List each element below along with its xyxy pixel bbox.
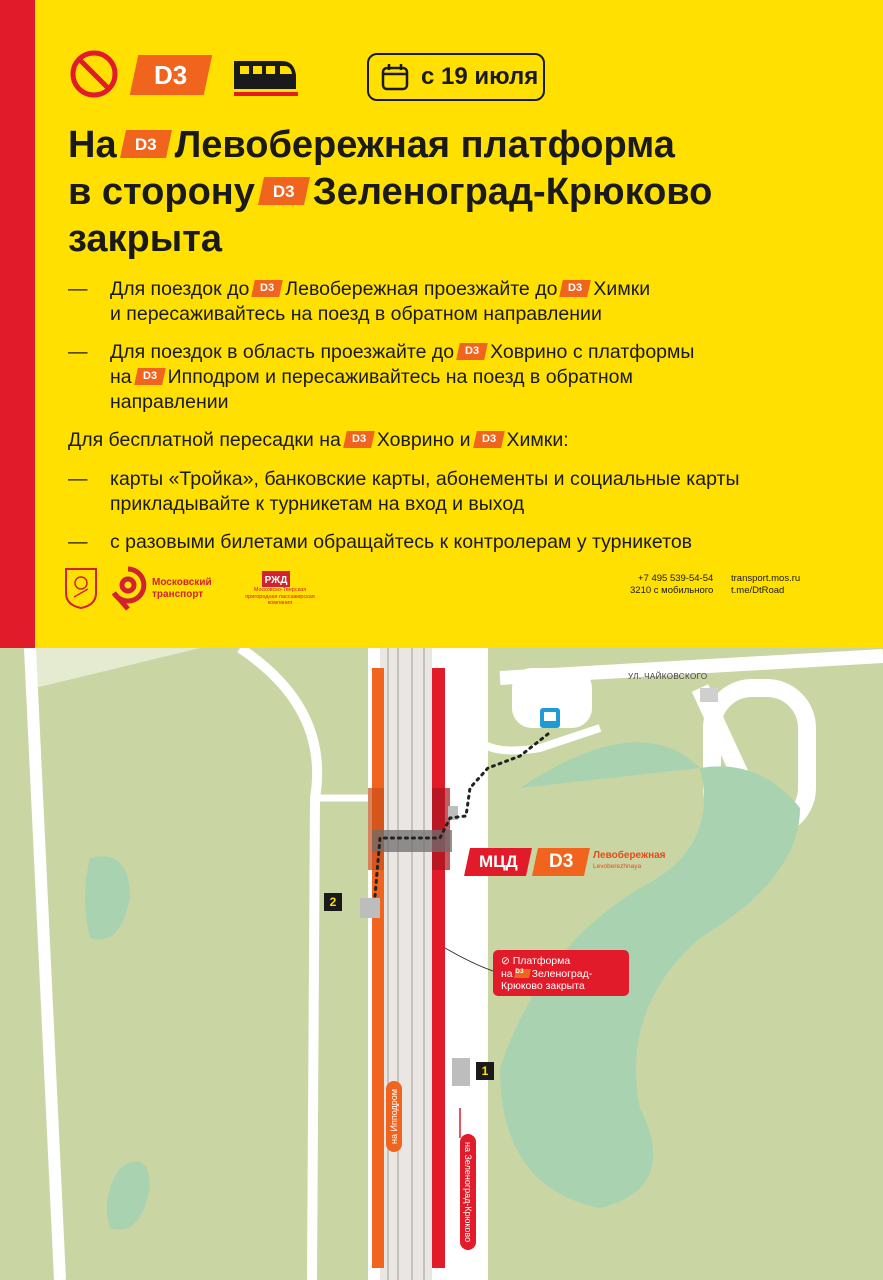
- rzd-company-name: Московско-Тверская пригородная пассажирская компания: [245, 587, 315, 606]
- mcd-badge: МЦД: [464, 848, 532, 876]
- overpass: [372, 830, 452, 852]
- closed-platform-callout: ⊘ Платформа на D3 Зеленоград- Крюково закрыта: [493, 950, 629, 996]
- street-label: УЛ. ЧАЙКОВСКОГО: [628, 672, 708, 681]
- building: [700, 688, 718, 702]
- transfer-lead: Для бесплатной пересадки на D3 Ховрино и D3 Химки:: [68, 429, 569, 451]
- moscow-coat-of-arms-icon: [64, 567, 98, 609]
- moscow-transport-logo-icon: [108, 565, 148, 611]
- exit-1-marker: 1: [476, 1062, 494, 1080]
- date-badge: [367, 53, 545, 101]
- platform-closed: [432, 668, 445, 1268]
- footer: [64, 565, 824, 615]
- line-badge: D3: [130, 55, 213, 95]
- map-canvas: [0, 648, 883, 1280]
- station-label: [467, 848, 672, 876]
- date-text: с 19 июля: [421, 63, 539, 90]
- no-entry-icon: ⊘: [501, 955, 510, 967]
- rzd-logo-icon: [262, 571, 290, 587]
- accent-bar: [0, 0, 35, 648]
- platform-open: [372, 668, 384, 1268]
- moscow-transport-name: Московский транспорт: [152, 577, 212, 600]
- list-item: — карты «Тройка», банковские карты, абонементы и социальные карты прикладывайте к турникетам на вход и выход: [68, 468, 740, 515]
- phone-contacts: +7 495 539-54-54 3210 с мобильного: [630, 573, 714, 596]
- list-item: — Для поездок до D3 Левобережная проезжайте до D3 Химки и пересаживайтесь на поезд в обратном направлении: [68, 278, 651, 325]
- no-entry-icon: [70, 50, 118, 98]
- line-badge: D3: [532, 848, 590, 876]
- direction-label-zelenograd: на Зеленоград-Крюково: [460, 1134, 476, 1250]
- exit-2-marker: 2: [324, 893, 342, 911]
- page-title: На D3 Левобережная платформа в сторону D3 Зеленоград-Крюково закрыта: [68, 124, 713, 260]
- list-item: — с разовыми билетами обращайтесь к контролерам у турникетов: [68, 531, 693, 553]
- train-icon: [232, 55, 298, 97]
- calendar-icon: [381, 63, 409, 91]
- pavilion: [452, 1058, 470, 1086]
- station-map: [0, 648, 883, 1280]
- list-item: — Для поездок в область проезжайте до D3 Ховрино с платформы на D3 Ипподром и пересаживайтесь на поезд в обратном направлении: [68, 341, 695, 413]
- station-name-latin: Levoberezhnaya: [593, 863, 642, 870]
- web-contacts: transport.mos.ru t.me/DtRoad: [731, 573, 801, 596]
- pavilion: [360, 898, 380, 918]
- line-badge: D3: [120, 130, 172, 158]
- line-badge: D3: [258, 177, 310, 205]
- svg-text:РЖД: РЖД: [264, 575, 288, 586]
- direction-label-hippodrome: на Ипподром: [386, 1081, 402, 1152]
- station-name: Левобережная: [593, 850, 666, 861]
- instructions: [68, 277, 828, 568]
